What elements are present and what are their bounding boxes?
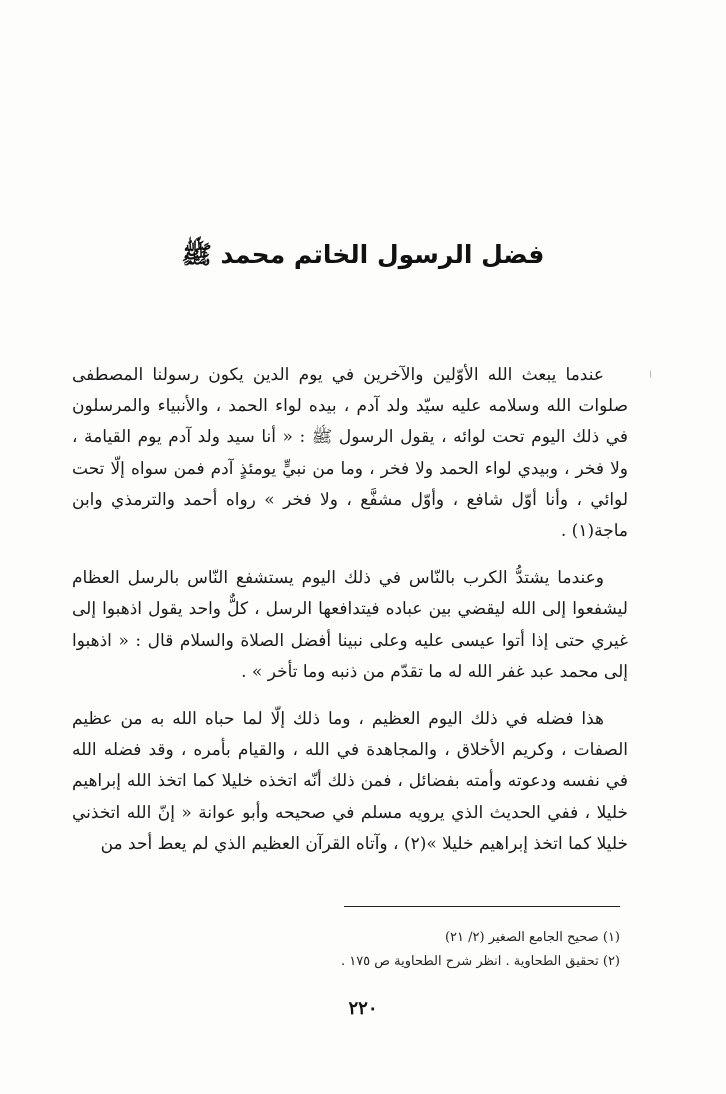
body-text xyxy=(72,360,628,876)
paragraph: عندما يبعث الله الأوّلين والآخرين في يوم الدين يكون رسولنا المصطفى صلوات الله وسلامه عليه سيّد ولد آدم ، بيده لواء الحمد ، والأنبياء والمرسلون في ذلك اليوم تحت لوائه ، يقول الرسول ﷺ : « أنا سيد ولد آدم يوم القيامة ، ولا فخر ، وبيدي لواء الحمد ولا فخر ، وما من نبيٍّ يومئذٍ آدم فمن سواه إلّا تحت لوائي ، وأنا أوّل شافع ، وأوّل مشفَّع ، ولا فخر » رواه أحمد والترمذي وابن ماجة(١) . xyxy=(72,365,628,542)
chapter-title: فضل الرسول الخاتم محمد ﷺ xyxy=(181,239,545,269)
footnote: (١) صحيح الجامع الصغير (٢/ ٢١) xyxy=(444,930,620,945)
footnotes xyxy=(120,926,620,974)
paragraph: هذا فضله في ذلك اليوم العظيم ، وما ذلك إلّا لما حباه الله به من عظيم الصفات ، وكريم الأخلاق ، والمجاهدة في الله ، والقيام بأمره ، وقد فضله الله في نفسه ودعوته وأمته بفضائل ، فمن ذلك أنّه اتخذه خليلا كما اتخذ الله إبراهيم خليلا ، ففي الحديث الذي يرويه مسلم في صحيحه وأبو عوانة « إنّ الله اتخذني خليلا كما اتخذ إبراهيم خليلا »(٢) ، وآتاه القرآن العظيم الذي لم يعط أحد من xyxy=(72,709,628,854)
scan-mark xyxy=(650,371,651,377)
page-number: ٢٢٠ xyxy=(348,998,378,1019)
footnote: (٢) تحقيق الطحاوية . انظر شرح الطحاوية ص ١٧٥ . xyxy=(340,954,620,969)
footnote-divider xyxy=(344,906,620,907)
paragraph: وعندما يشتدُّ الكرب بالنّاس في ذلك اليوم يستشفع النّاس بالرسل العظام ليشفعوا إلى الله ليقضي بين عباده فيتدافعها الرسل ، كلٌّ واحد يقول اذهبوا إلى غيري حتى إذا أتوا عيسى عليه وعلى نبينا أفضل الصلاة والسلام قال : « اذهبوا إلى محمد عبد غفر الله له ما تقدّم من ذنبه وما تأخر » . xyxy=(72,568,628,682)
